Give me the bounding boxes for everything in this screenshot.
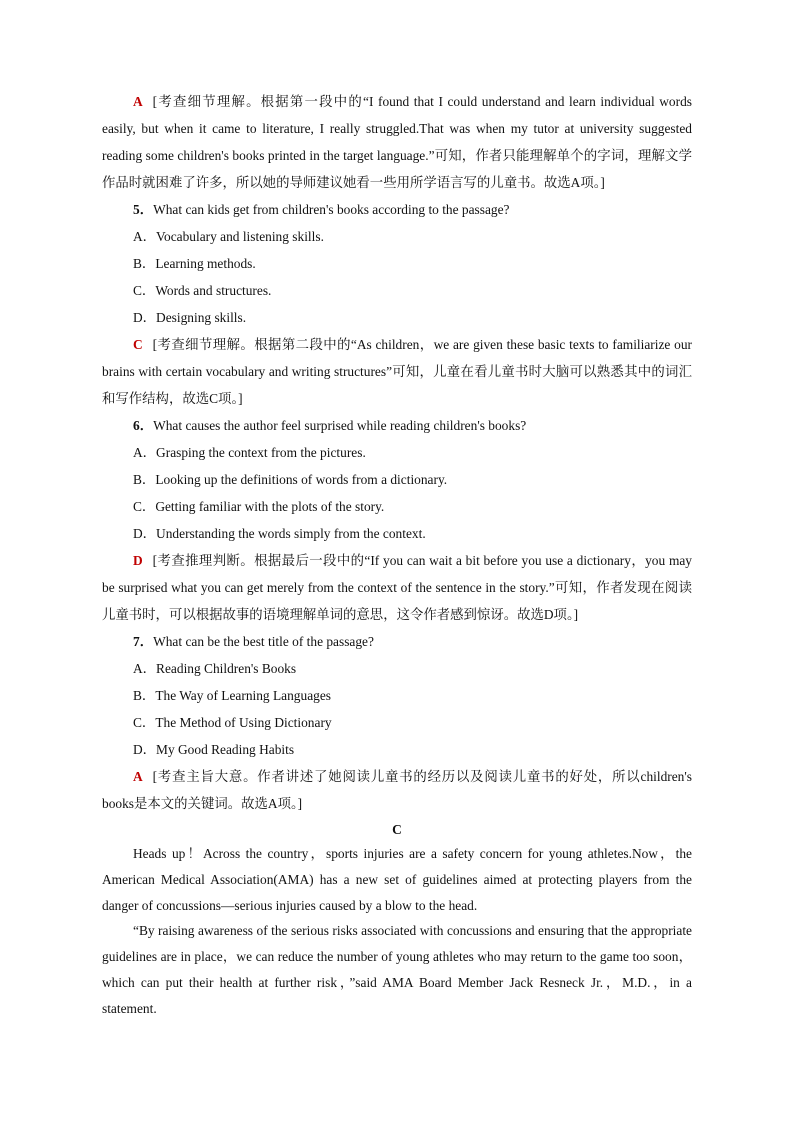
explanation-q4	[102, 88, 692, 196]
document-page	[102, 88, 692, 1022]
option-b: B．Looking up the definitions of words from a dictionary.	[133, 472, 448, 487]
answer-letter: A	[133, 94, 143, 109]
explanation-text: [考查细节理解。根据第一段中的“I found that I could understand and learn individual words easily, but when it came to literature, I really struggled.That was when my tutor at university suggested reading some children's books printed in the target language.”可知，作者只能理解单个的字词，理解文学作品时就困难了许多，所以她的导师建议她看一些用所学语言写的儿童书。故选A项。]	[102, 94, 692, 190]
article-paragraph-1: Heads up！Across the country，sports injuries are a safety concern for young athletes.Now，the American Medical Association(AMA) has a new set of guidelines aimed at protecting players from the danger of concussions—serious injuries caused by a blow to the head.	[102, 846, 692, 913]
option-d: D．Designing skills.	[133, 310, 247, 325]
question-6	[102, 412, 692, 439]
question-stem: What causes the author feel surprised while reading children's books?	[153, 418, 527, 433]
explanation-text: [考查推理判断。根据最后一段中的“If you can wait a bit before you use a dictionary，you may be surprised what you can get merely from the context of the sentence in the story.”可知，作者发现在阅读儿童书时，可以根据故事的语境理解单词的意思，这令作者感到惊讶。故选D项。]	[102, 553, 692, 622]
explanation-q5	[102, 331, 692, 412]
option-c: C．Getting familiar with the plots of the story.	[133, 499, 385, 514]
answer-letter: C	[133, 337, 143, 352]
explanation-text: [考查主旨大意。作者讲述了她阅读儿童书的经历以及阅读儿童书的好处，所以children's books是本文的关键词。故选A项。]	[102, 769, 692, 811]
question-7	[102, 628, 692, 655]
question-stem: What can kids get from children's books according to the passage?	[153, 202, 510, 217]
answer-letter: A	[133, 769, 143, 784]
section-heading: C	[392, 822, 402, 837]
explanation-q6	[102, 547, 692, 628]
question-number: 7．	[133, 634, 154, 649]
question-5	[102, 196, 692, 223]
option-b: B．Learning methods.	[133, 256, 256, 271]
article-paragraph-2: “By raising awareness of the serious risks associated with concussions and ensuring that the appropriate guidelines are in place，we can reduce the number of young athletes who may return to the game too soon，which can put their health at further risk，”said AMA Board Member Jack Resneck Jr.，M.D.，in a statement.	[102, 923, 692, 1016]
explanation-q7	[102, 763, 692, 817]
question-number: 6．	[133, 418, 154, 433]
answer-letter: D	[133, 553, 143, 568]
question-number: 5．	[133, 202, 154, 217]
option-c: C．Words and structures.	[133, 283, 272, 298]
option-d: D．Understanding the words simply from the context.	[133, 526, 426, 541]
option-a: A．Vocabulary and listening skills.	[133, 229, 324, 244]
option-a: A．Reading Children's Books	[133, 661, 297, 676]
explanation-text: [考查细节理解。根据第二段中的“As children，we are given these basic texts to familiarize our brains with certain vocabulary and writing structures”可知，儿童在看儿童书时大脑可以熟悉其中的词汇和写作结构，故选C项。]	[102, 337, 692, 406]
option-d: D．My Good Reading Habits	[133, 742, 295, 757]
option-a: A．Grasping the context from the pictures.	[133, 445, 366, 460]
option-b: B．The Way of Learning Languages	[133, 688, 331, 703]
option-c: C．The Method of Using Dictionary	[133, 715, 332, 730]
question-stem: What can be the best title of the passage?	[153, 634, 374, 649]
